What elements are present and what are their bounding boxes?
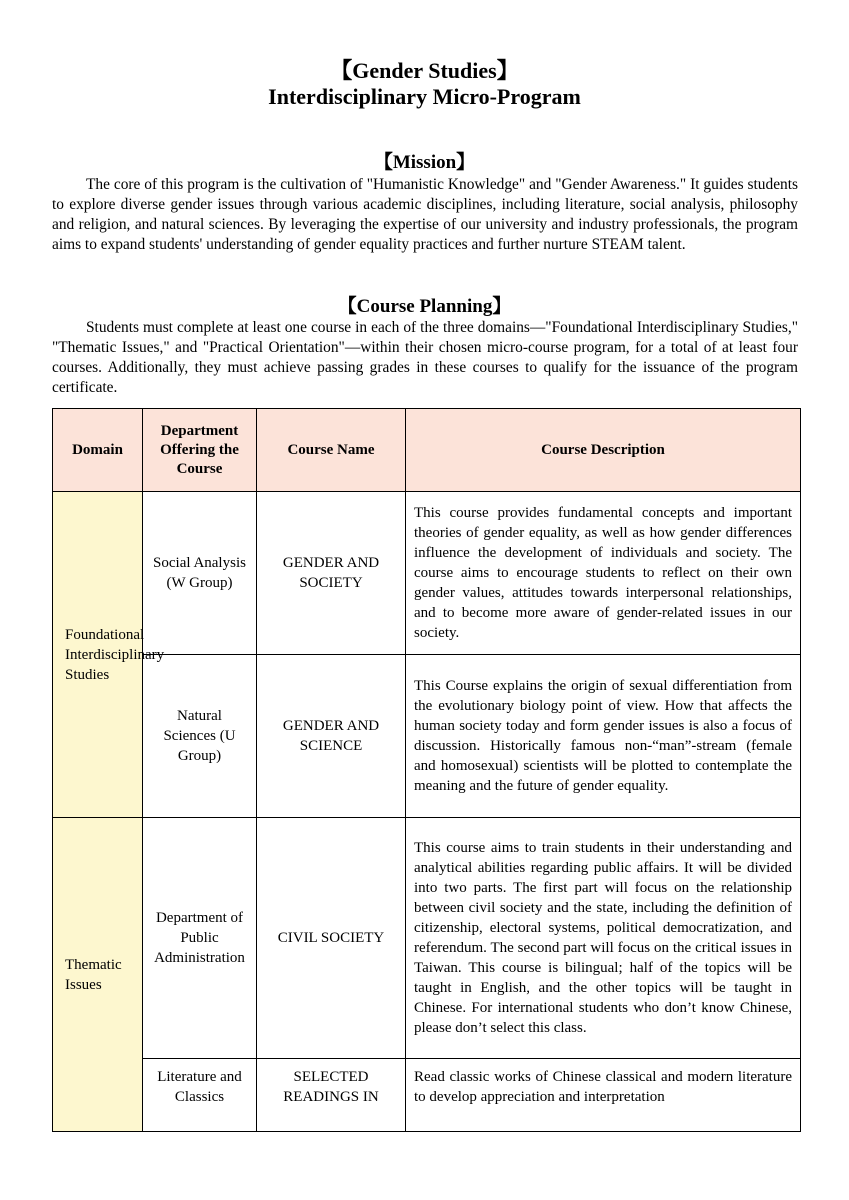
department-cell: Social Analysis (W Group) [143,492,257,655]
course-description-cell: This course provides fundamental concepts and important theories of gender equality, as well as how gender differences influence the development of individuals and society. The course aims to encourage students to reflect on their own gender values, attitudes towards interpersonal relationships, and to become more aware of gender-related issues in our society. [406,492,801,655]
department-cell: Department of Public Administration [143,818,257,1059]
table-row [53,818,801,1059]
course-name-cell: SELECTED READINGS IN [257,1059,406,1132]
course-table [52,408,801,1132]
page-subtitle: Interdisciplinary Micro-Program [268,84,581,109]
department-cell: Natural Sciences (U Group) [143,655,257,818]
domain-cell-thematic: Thematic Issues [53,818,143,1132]
course-name-cell: GENDER AND SCIENCE [257,655,406,818]
header-course-description: Course Description [406,409,801,492]
page-title: 【Gender Studies】 [330,58,519,83]
course-planning-heading: 【Course Planning】 [337,296,512,317]
table-row [53,655,801,818]
table-header-row [53,409,801,492]
course-description-cell: This Course explains the origin of sexual differentiation from the evolutionary biology point of view. How that affects the human society today and form gender issues is also a focus of discussion. Historically famous non-“man”-stream (female and homosexual) scientists will be plotted to contemplate the meaning and the future of gender equality. [406,655,801,818]
course-name-cell: CIVIL SOCIETY [257,818,406,1059]
course-planning-text: Students must complete at least one course in each of the three domains—"Foundational Interdisciplinary Studies," "Thematic Issues," and "Practical Orientation"—within their chosen micro-course program, for a total of at least four courses. Additionally, they must achieve passing grades in these courses to qualify for the issuance of the program certificate. [52,319,798,396]
course-description-cell: Read classic works of Chinese classical and modern literature to develop appreciation and interpretation [406,1059,801,1132]
domain-cell-foundational: Foundational Interdisciplinary Studies [53,492,143,818]
header-course-name: Course Name [257,409,406,492]
course-name-cell: GENDER AND SOCIETY [257,492,406,655]
course-description-cell: This course aims to train students in their understanding and analytical abilities regarding public affairs. It will be divided into two parts. The first part will focus on the relationship between civil society and the state, including the definition of citizenship, electoral systems, political democratization, and referendum. The second part will focus on the critical issues in Taiwan. This course is bilingual; half of the topics will be taught in English, and the other topics will be taught in Chinese. For international students who don’t know Chinese, please don’t select this class. [406,818,801,1059]
table-row [53,1059,801,1132]
department-cell: Literature and Classics [143,1059,257,1132]
header-domain: Domain [53,409,143,492]
table-row [53,492,801,655]
mission-heading: 【Mission】 [373,152,476,173]
header-department: Department Offering the Course [143,409,257,492]
mission-text: The core of this program is the cultivation of "Humanistic Knowledge" and "Gender Awareness." It guides students to explore diverse gender issues through various academic disciplines, including literature, social analysis, philosophy and religion, and natural sciences. By leveraging the expertise of our university and industry professionals, the program aims to expand students' understanding of gender equality practices and further nurture STEAM talent. [52,176,798,253]
